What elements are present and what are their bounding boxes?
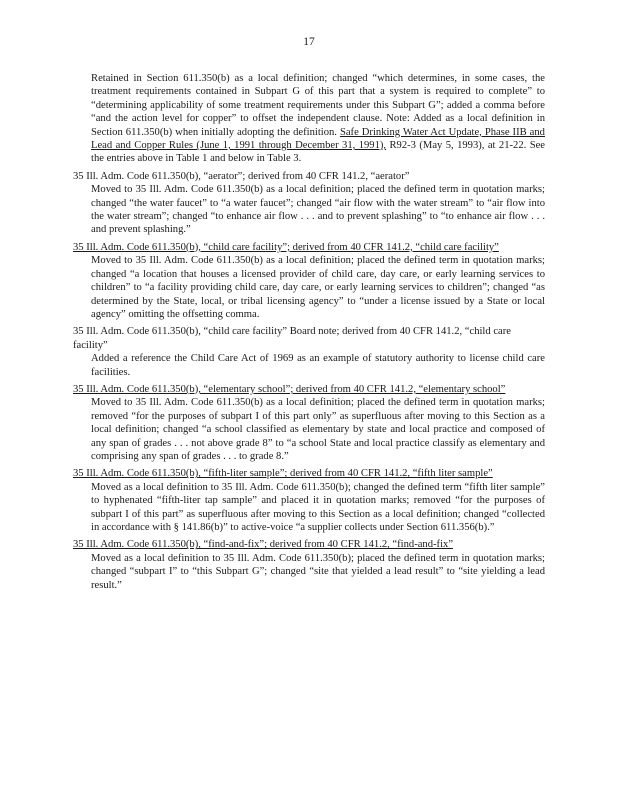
intro-text-before-link: Retained in Section 611.350(b) as a local definition; changed “which determines, in some cases, the treatment requirements contained in Subpart G of this part that a system is required to complete” to “determining applicability of some treatment requirements under this Subpart G”; added a comma before “and the action level for copper” to offset the independent clause. Note: Added as a local definition in Section 611.350(b) when initially adopting the definition.: [91, 73, 545, 138]
entry-find-and-fix: [73, 538, 545, 592]
page-body: [73, 72, 545, 592]
entry-body: Moved to 35 Ill. Adm. Code 611.350(b) as a local definition; placed the defined term in quotation marks; changed “the water faucet” to “a water faucet”; changed “air flow with the water stream” to “air flow into the water stream”; changed “to enhance air flow . . . and to prevent splashing” to “to enhance air flow . . . and prevent splashing.”: [91, 184, 545, 236]
entry-body: Moved as a local definition to 35 Ill. Adm. Code 611.350(b); changed the defined term “fifth liter sample” to hyphenated “fifth-liter tap sample” and placed it in quotation marks; removed “for the purposes of subpart I of this part” as superfluous after moving to this Section as a local definition; changed “collected in accordance with § 141.86(b)” to active-voice “a supplier collects under Section 611.356(b).”: [91, 481, 545, 533]
entry-child-care-facility: [73, 241, 545, 321]
entry-fifth-liter-sample: [73, 467, 545, 534]
entry-elementary-school: [73, 383, 545, 463]
entry-body: Moved to 35 Ill. Adm. Code 611.350(b) as a local definition; placed the defined term in quotation marks; changed “a location that houses a licensed provider of child care, day care, or early learning services to children” to “a facility providing child care, day care, or early learning services to children”; changed “as determined by the State, local, or tribal licensing agency” to “under a license issued by a State or local agency” omitting the offsetting comma.: [91, 255, 545, 320]
entry-body: Moved as a local definition to 35 Ill. Adm. Code 611.350(b); placed the defined term in quotation marks; changed “subpart I” to “this Subpart G”; changed “site that yielded a lead result” to “site yielding a lead result.”: [91, 552, 545, 591]
entry-heading: 35 Ill. Adm. Code 611.350(b), “aerator”; derived from 40 CFR 141.2, “aerator”: [73, 170, 410, 182]
rulemaking-reference-link[interactable]: Safe Drinking Water Act Update, Phase IIB and Lead and Copper Rules (June 1, 1991 through December 31, 1991),: [91, 126, 545, 152]
entry-heading: 35 Ill. Adm. Code 611.350(b), “find-and-fix”; derived from 40 CFR 141.2, “find-and-fix”: [73, 539, 454, 551]
page-number: 17: [303, 36, 315, 48]
entry-child-care-facility-board-note: [73, 325, 545, 379]
entry-heading: 35 Ill. Adm. Code 611.350(b), “elementary school”; derived from 40 CFR 141.2, “elementary school”: [73, 383, 506, 395]
entry-heading: 35 Ill. Adm. Code 611.350(b), “child care facility” Board note; derived from 40 CFR 141.2, “child care facility”: [73, 326, 511, 351]
entry-body: Moved to 35 Ill. Adm. Code 611.350(b) as a local definition; placed the defined term in quotation marks; removed “for the purposes of subpart I of this part only” as superfluous after moving to this Section as a local definition; changed “a school classified as elementary by state and local practice and composed of any span of grades . . . not above grade 8” to “a school State and local practice classify as elementary and comprising any span of grades . . . to grade 8.”: [91, 397, 545, 462]
entry-heading: 35 Ill. Adm. Code 611.350(b), “child care facility”; derived from 40 CFR 141.2, “child care facility”: [73, 241, 499, 253]
intro-paragraph: [73, 72, 545, 166]
entry-aerator: [73, 170, 545, 237]
entry-body: Added a reference the Child Care Act of 1969 as an example of statutory authority to license child care facilities.: [91, 353, 545, 378]
entry-heading: 35 Ill. Adm. Code 611.350(b), “fifth-liter sample”; derived from 40 CFR 141.2, “fifth liter sample”: [73, 468, 493, 480]
intro-text-after-link: R92-3 (May 5, 1993), at 21-22. See the entries above in Table 1 and below in Table 3.: [91, 140, 545, 165]
